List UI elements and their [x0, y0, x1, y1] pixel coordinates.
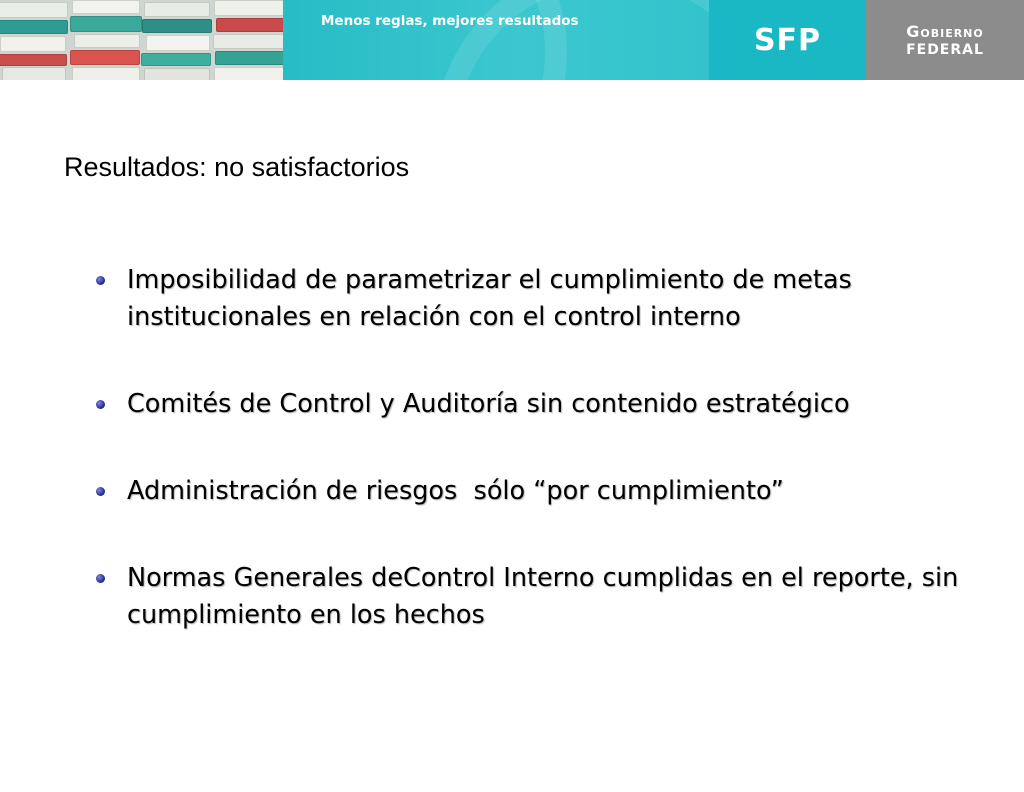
- document-stack: [0, 2, 68, 18]
- documents-photo: [0, 0, 283, 80]
- gobierno-logo-line1: Gobierno: [906, 21, 984, 41]
- document-stack: [144, 2, 210, 17]
- document-stack: [0, 20, 68, 34]
- bullet-text: Administración de riesgos sólo “por cumplimiento”: [127, 476, 784, 506]
- sfp-logo: SFP: [753, 22, 822, 58]
- document-stack: [214, 0, 283, 16]
- tagline-panel: [283, 0, 709, 80]
- document-stack: [142, 19, 212, 33]
- document-stack: [216, 18, 283, 32]
- gobierno-logo-line2: FEDERAL: [906, 41, 984, 58]
- document-stack: [72, 0, 140, 14]
- document-stack: [146, 35, 210, 51]
- document-stack: [213, 34, 283, 49]
- tagline: Menos reglas, mejores resultados: [321, 13, 579, 29]
- bullet-dot-icon: [96, 574, 105, 583]
- document-stack: [72, 67, 140, 80]
- document-stack: [70, 50, 140, 65]
- sfp-logo-panel: [709, 0, 866, 80]
- bullet-text: Normas Generales deControl Interno cumplidas en el reporte, sin cumplimiento en los hechos: [127, 563, 959, 630]
- slide-title: Resultados: no satisfactorios: [64, 152, 410, 182]
- document-stack: [214, 67, 283, 80]
- bullet-dot-icon: [96, 276, 105, 285]
- bullet-item: [96, 473, 976, 510]
- bullet-dot-icon: [96, 487, 105, 496]
- bullet-item: [96, 262, 976, 336]
- bullet-item: [96, 386, 976, 423]
- document-stack: [2, 67, 66, 80]
- document-stack: [74, 34, 140, 48]
- document-stack: [141, 53, 211, 66]
- document-stack: [0, 36, 66, 52]
- document-stack: [215, 51, 283, 65]
- bullet-text: Imposibilidad de parametrizar el cumplimiento de metas institucionales en relación con el control interno: [127, 265, 852, 332]
- bullet-item: [96, 560, 976, 634]
- gobierno-federal-logo: [866, 0, 1024, 80]
- header-banner: [0, 0, 1024, 80]
- bullet-text: Comités de Control y Auditoría sin contenido estratégico: [127, 389, 850, 419]
- bullet-dot-icon: [96, 400, 105, 409]
- document-stack: [0, 54, 67, 66]
- document-stack: [70, 16, 142, 32]
- bullet-list: [96, 262, 976, 634]
- document-stack: [144, 68, 210, 80]
